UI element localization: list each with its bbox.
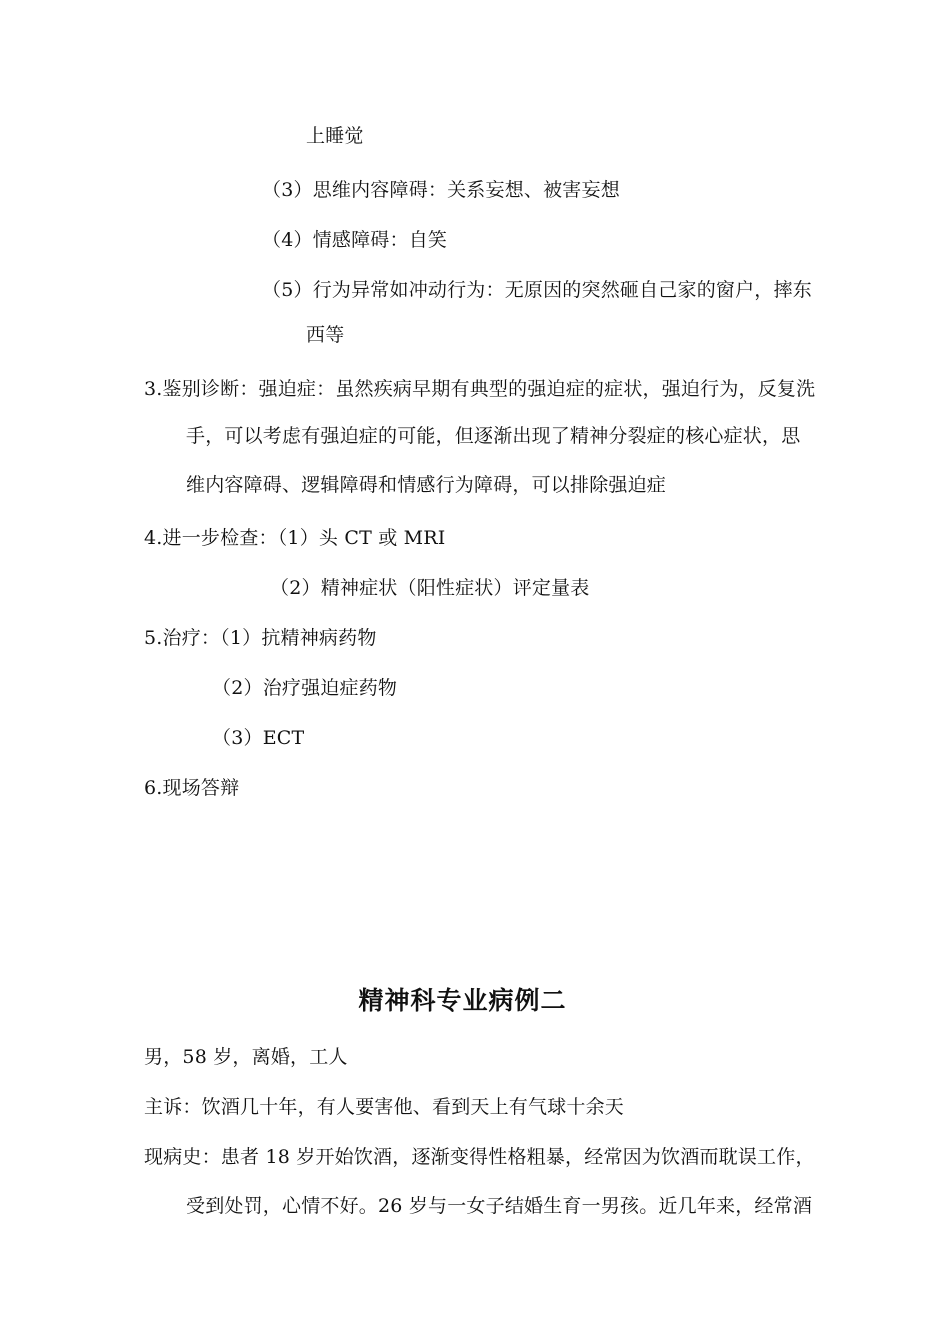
text-line: 手，可以考虑有强迫症的可能，但逐渐出现了精神分裂症的核心症状，思 [186, 425, 801, 447]
text-line: （3）ECT [212, 727, 305, 749]
text-line: （2）治疗强迫症药物 [212, 677, 398, 699]
text-line: 上睡觉 [306, 125, 364, 147]
text-line: （3）思维内容障碍：关系妄想、被害妄想 [262, 179, 620, 201]
text-line: 受到处罚，心情不好。26 岁与一女子结婚生育一男孩。近几年来，经常酒 [186, 1195, 813, 1217]
text-line: 维内容障碍、逻辑障碍和情感行为障碍，可以排除强迫症 [186, 474, 667, 496]
text-line: 主诉：饮酒几十年，有人要害他、看到天上有气球十余天 [144, 1096, 625, 1118]
text-line: （5）行为异常如冲动行为：无原因的突然砸自己家的窗户，摔东 [262, 279, 812, 301]
text-line: 4.进一步检查：（1）头 CT 或 MRI [144, 527, 446, 549]
text-line: 西等 [306, 324, 345, 346]
text-line: 现病史：患者 18 岁开始饮酒，逐渐变得性格粗暴，经常因为饮酒而耽误工作， [144, 1146, 815, 1168]
text-line: 3.鉴别诊断：强迫症：虽然疾病早期有典型的强迫症的症状，强迫行为，反复洗 [144, 378, 816, 400]
text-line: 男，58 岁，离婚，工人 [144, 1046, 348, 1068]
text-line: （4）情感障碍：自笑 [262, 229, 448, 251]
case-title: 精神科专业病例二 [358, 986, 567, 1015]
text-line: 6.现场答辩 [144, 777, 240, 799]
text-line: （2）精神症状（阳性症状）评定量表 [270, 577, 590, 599]
text-line: 5.治疗：（1）抗精神病药物 [144, 627, 377, 649]
